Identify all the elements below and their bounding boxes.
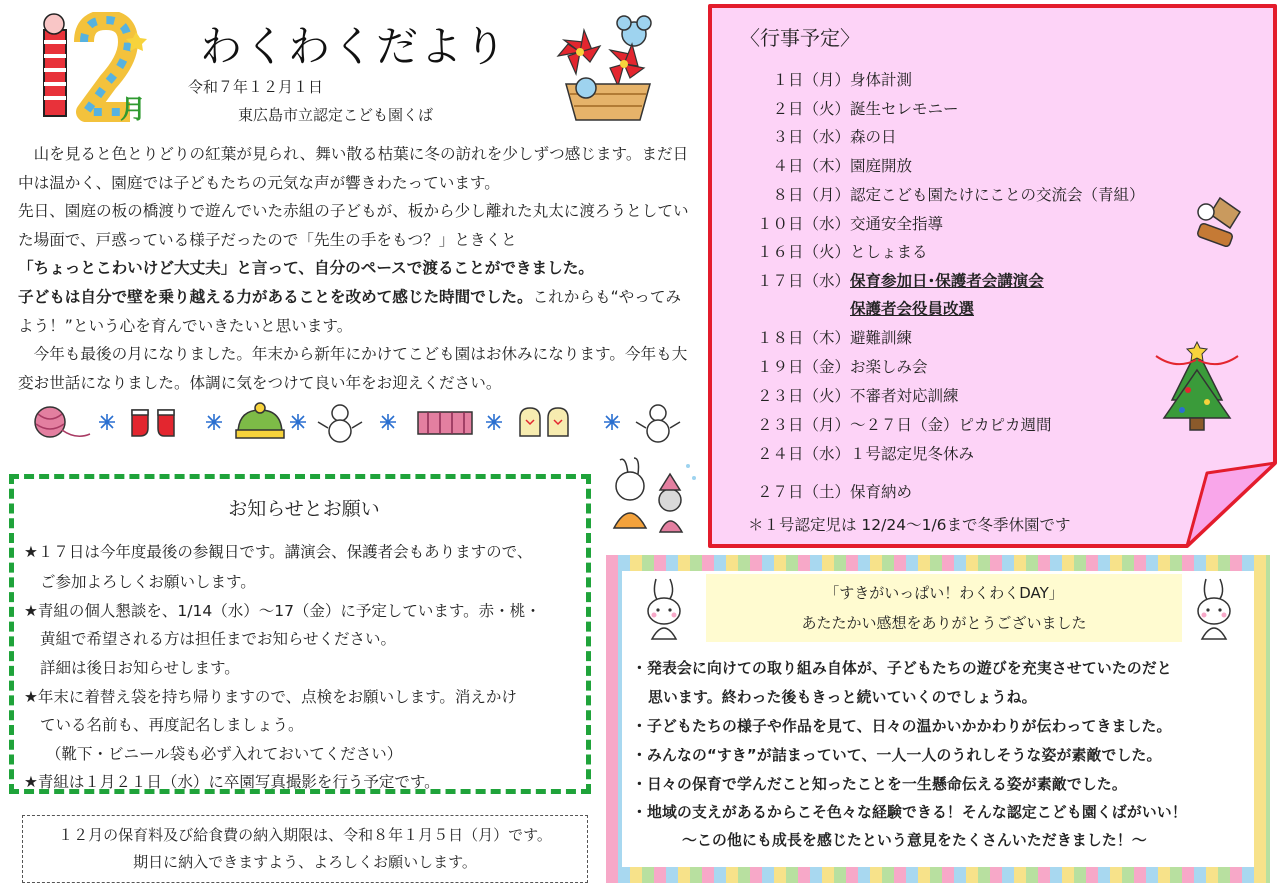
event-row — [740, 97, 1160, 119]
event-text: ～２７日（金）ピカピカ週間 — [850, 416, 1052, 434]
event-text: 保育参加日･保護者会講演会 — [850, 272, 1044, 290]
event-date: ２３日（火） — [756, 387, 850, 405]
event-date: １６日（火） — [756, 243, 850, 261]
rabbit-icon — [604, 456, 702, 538]
event-text: １号認定児冬休み — [850, 445, 975, 463]
christmas-tree-icon — [1152, 340, 1242, 432]
event-row — [740, 125, 1160, 147]
knit-hat-icon — [236, 403, 284, 438]
event-row — [740, 240, 1160, 262]
notice-line: 詳細は後日お知らせします。 — [40, 659, 240, 677]
event-date: ４日（木） — [772, 157, 850, 175]
snowflake-icon — [486, 414, 502, 430]
event-text: 森の日 — [850, 128, 897, 146]
event-row — [740, 442, 1160, 464]
event-text: 保育納め — [850, 483, 913, 501]
intro-bold-1: 「ちょっとこわいけど大丈夫」と言って、自分のペースで渡ることができました。 — [18, 259, 594, 278]
event-row — [740, 68, 1160, 90]
events-title: 〈行事予定〉 — [740, 26, 860, 50]
event-text: 園庭開放 — [850, 157, 913, 175]
events-note: ＊１号認定児は 12/24～1/6まで冬季休園です — [748, 516, 1071, 534]
event-date: ８日（月） — [772, 186, 850, 204]
event-row — [740, 183, 1160, 205]
thanks-line: ～この他にも成長を感じたという意見をたくさんいただきました！～ — [682, 832, 1147, 849]
notice-line: ★青組は１月２１日（水）に卒園写真撮影を行う予定です。 — [24, 773, 440, 791]
event-row — [740, 384, 1160, 406]
notice-line: ★年末に着替え袋を持ち帰りますので、点検をお願いします。消えかけ — [24, 688, 517, 706]
thanks-line: ・発表会に向けての取り組み自体が、子どもたちの遊びを充実させていたのだと — [632, 660, 1172, 677]
event-text: 避難訓練 — [850, 329, 913, 347]
event-text: 認定こども園たけにことの交流会（青組） — [850, 186, 1145, 204]
intro-bold-2: 子どもは自分で壁を乗り越える力があることを改めて感じた時間でした。 — [18, 287, 533, 306]
event-text: 誕生セレモニー — [850, 100, 959, 118]
event-date: ２４日（水） — [756, 445, 850, 463]
thanks-line: ・日々の保育で学んだこと知ったことを一生懸命伝える姿が素敵でした。 — [632, 776, 1127, 793]
event-row — [740, 480, 1160, 502]
notice-title: お知らせとお願い — [228, 498, 380, 520]
event-text: 身体計測 — [850, 71, 913, 89]
mittens-icon — [520, 408, 568, 436]
thanks-line: 思います。終わった後もきっと続いていくのでしょうね。 — [648, 689, 1037, 706]
snowflake-icon — [380, 414, 396, 430]
snowflake-icon — [99, 414, 115, 430]
poinsettia-icon — [552, 14, 662, 124]
snowflake-icon — [604, 414, 620, 430]
event-date: ３日（水） — [772, 128, 850, 146]
event-date: １７日（水） — [756, 272, 850, 290]
event-date: １日（月） — [772, 71, 850, 89]
month-logo-label: 月 — [120, 95, 147, 124]
thanks-line: ・地域の支えがあるからこそ色々な経験できる！そんな認定こども園くばがいい！ — [632, 804, 1187, 821]
newsletter-title: わくわくだより — [200, 22, 509, 71]
intro-paragraph-2b: これからも“やってみよう！”という心を育んでいきたいと思います。 — [18, 287, 682, 335]
intro-paragraph-3: 今年も最後の月になりました。年末から新年にかけてこども園はお休みになります。今年も大変お世話になりました。体調に気をつけて良い年をお迎えください。 — [18, 345, 688, 392]
event-date: １８日（木） — [756, 329, 850, 347]
event-row — [740, 297, 1160, 319]
notice-line: 黄組で希望される方は担任までお知らせください。 — [40, 630, 397, 648]
notice-line: ★１７日は今年度最後の参観日です。講演会、保護者会もありますので、 — [24, 543, 533, 561]
event-text: 保護者会役員改選 — [850, 300, 975, 318]
thanks-line: ・子どもたちの様子や作品を見て、日々の温かいかかわりが伝わってきました。 — [632, 718, 1172, 735]
dango-icon — [1190, 192, 1250, 256]
event-row — [740, 212, 1160, 234]
intro-paragraph-1: 山を見ると色とりどりの紅葉が見られ、舞い散る枯葉に冬の訪れを少しずつ感じます。まだ日中は温かく、園庭では子どもたちの元気な声が響きわたっています。 — [18, 145, 689, 192]
notice-line: ご参加よろしくお願いします。 — [40, 573, 256, 591]
payment-line-2: 期日に納入できますよう、よろしくお願いします。 — [133, 853, 477, 871]
thanks-subtitle: あたたかい感想をありがとうございました — [801, 614, 1087, 632]
event-date: １９日（金） — [756, 358, 850, 376]
intro-paragraph-2a: 先日、園庭の板の橋渡りで遊んでいた赤組の子どもが、板から少し離れた丸太に渡ろうとしていた場面で、戸惑っている様子だったので「先生の手をもつ？」ときくと — [18, 202, 689, 249]
event-date: ２日（火） — [772, 100, 850, 118]
issue-date: 令和７年１２月１日 — [188, 78, 324, 96]
notice-line: ている名前も、再度記名しましょう。 — [40, 716, 304, 734]
event-text: 交通安全指導 — [850, 215, 944, 233]
event-date: ２３日（月） — [756, 416, 850, 434]
snowflake-icon — [206, 414, 222, 430]
payment-line-1: １２月の保育料及び給食費の納入期限は、令和８年１月５日（月）です。 — [58, 826, 552, 844]
rabbit-icon — [636, 575, 696, 645]
month-logo-icon — [24, 12, 164, 124]
event-row — [740, 326, 1160, 348]
event-date: １０日（水） — [756, 215, 850, 233]
snowman-icon — [318, 405, 362, 442]
event-row — [740, 269, 1160, 291]
winter-decoration-row — [22, 400, 702, 444]
notice-line: （靴下・ビニール袋も必ず入れておいてください） — [46, 745, 403, 763]
intro-text — [18, 140, 690, 397]
event-text: 不審者対応訓練 — [850, 387, 959, 405]
event-text: お楽しみ会 — [850, 358, 928, 376]
scarf-icon — [418, 412, 472, 434]
notice-line: ★青組の個人懇談を、1/14（水）～17（金）に予定しています。赤・桃・ — [24, 602, 541, 620]
school-name: 東広島市立認定こども園くば — [238, 106, 434, 124]
event-date: ２７日（土） — [756, 483, 850, 501]
snowflake-icon — [290, 414, 306, 430]
event-row — [740, 355, 1160, 377]
socks-icon — [132, 410, 174, 436]
snowman-icon — [636, 405, 680, 442]
thanks-title: 「すきがいっぱい！わくわくDAY」 — [824, 584, 1064, 602]
thanks-line: ・みんなの“すき”が詰まっていて、一人一人のうれしそうな姿が素敵でした。 — [632, 747, 1162, 764]
intro-paragraph-2 — [18, 197, 690, 340]
event-text: としょまる — [850, 243, 928, 261]
rabbit-icon — [1186, 575, 1246, 645]
event-row — [740, 413, 1160, 435]
yarn-icon — [35, 407, 90, 437]
event-row — [740, 154, 1160, 176]
